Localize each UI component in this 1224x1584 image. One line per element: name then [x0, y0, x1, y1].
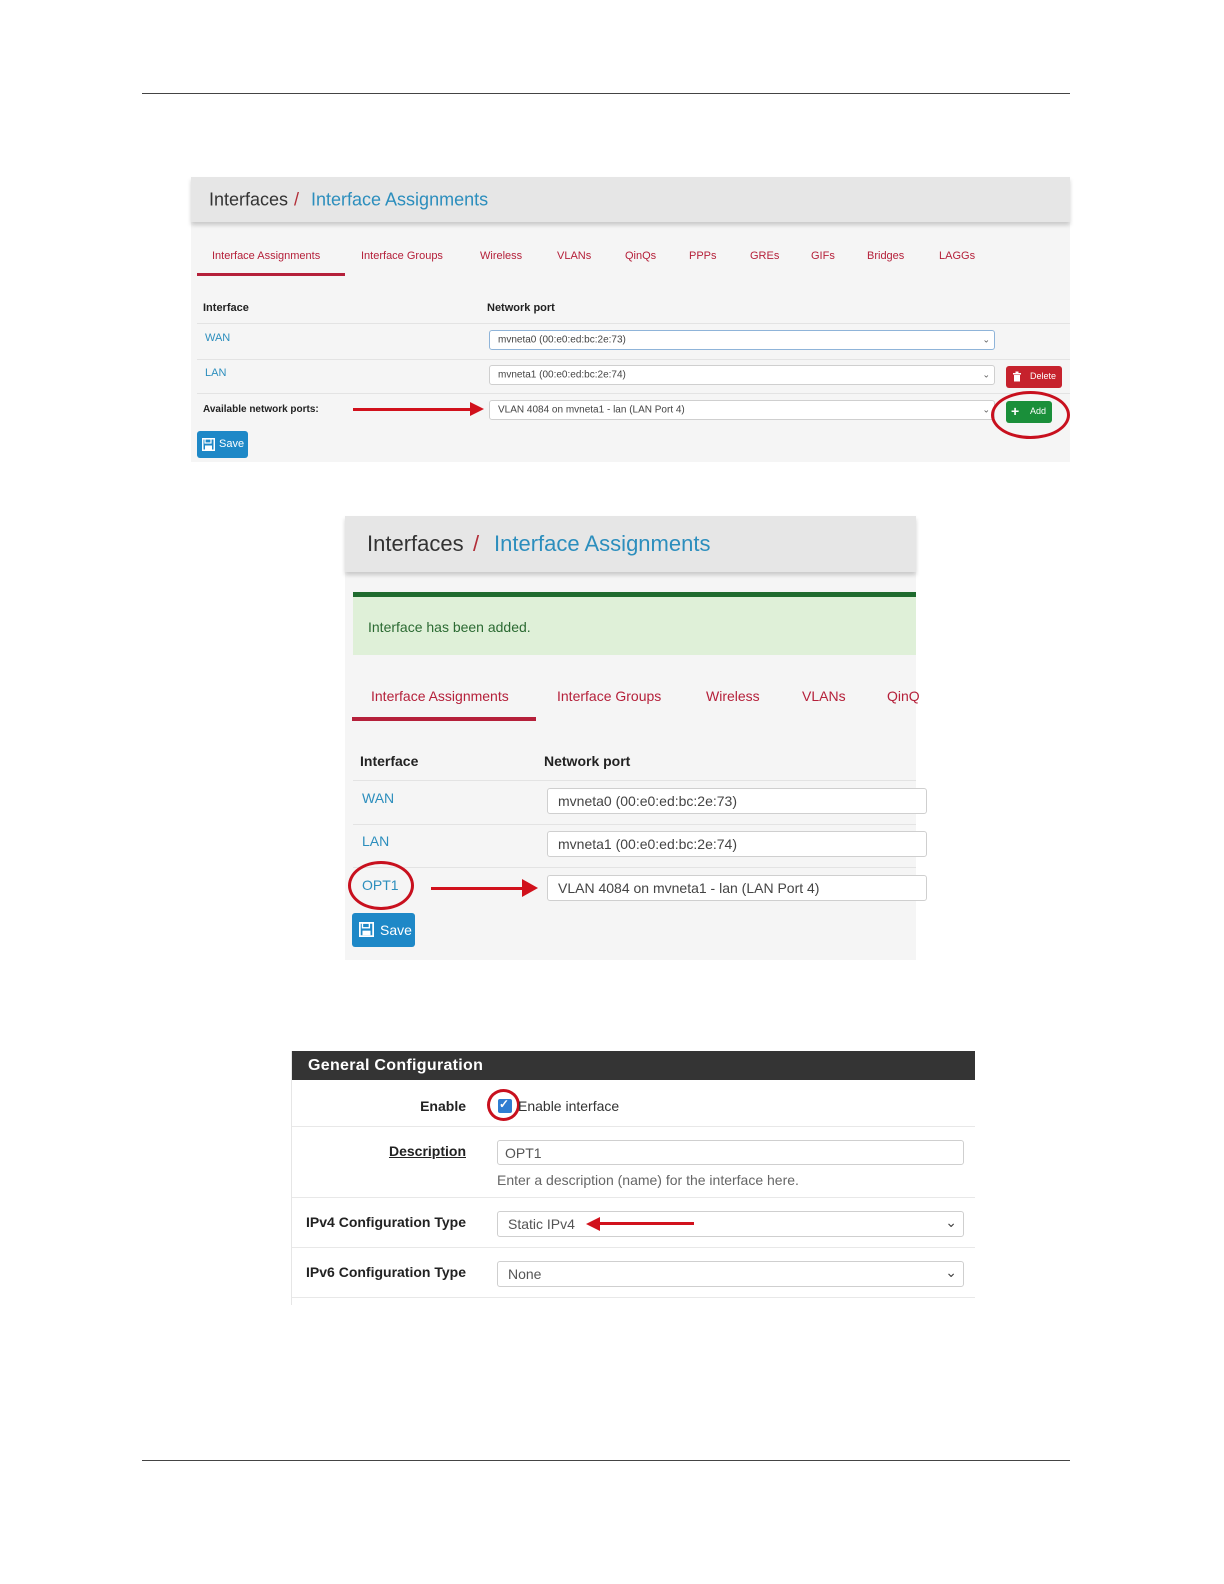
table-row-divider — [353, 867, 916, 868]
interface-link-opt1[interactable]: OPT1 — [362, 877, 399, 893]
available-network-ports-label: Available network ports: — [203, 404, 319, 415]
row-divider — [292, 1197, 975, 1198]
trash-icon — [1012, 371, 1022, 382]
table-row-divider — [197, 359, 1070, 360]
chevron-down-icon: ⌄ — [982, 404, 990, 415]
table-row-divider — [353, 824, 916, 825]
annotation-circle-enable — [487, 1089, 520, 1121]
page-header — [191, 177, 1070, 222]
enable-label: Enable — [420, 1098, 466, 1114]
screenshot-general-configuration — [291, 1051, 975, 1305]
tab-gres[interactable]: GREs — [750, 250, 780, 262]
ipv6-configuration-type-select[interactable]: None ⌄ — [497, 1261, 964, 1287]
table-row-divider — [197, 393, 1070, 394]
column-header-interface: Interface — [360, 753, 419, 769]
save-icon — [202, 438, 215, 451]
description-label: Description — [388, 1143, 466, 1159]
table-header-divider — [197, 323, 1070, 324]
column-header-network-port: Network port — [544, 753, 631, 769]
interface-link-wan[interactable]: WAN — [205, 332, 231, 344]
network-port-select-wan[interactable]: mvneta0 (00:e0:ed:bc:2e:73) — [547, 788, 927, 814]
tab-wireless[interactable]: Wireless — [706, 688, 760, 704]
network-port-select-wan[interactable]: mvneta0 (00:e0:ed:bc:2e:73) ⌄ — [489, 330, 995, 350]
tab-vlans[interactable]: VLANs — [557, 250, 592, 262]
breadcrumb-interface-assignments[interactable]: Interface Assignments — [311, 189, 489, 209]
tab-gifs[interactable]: GIFs — [811, 250, 835, 262]
ipv4-configuration-type-select[interactable]: Static IPv4 ⌄ — [497, 1211, 964, 1237]
row-divider — [292, 1247, 975, 1248]
tab-vlans[interactable]: VLANs — [802, 688, 846, 704]
tab-bridges[interactable]: Bridges — [867, 250, 905, 262]
breadcrumb-separator: / — [294, 189, 300, 209]
breadcrumb-separator: / — [473, 531, 480, 556]
interface-link-lan[interactable]: LAN — [362, 833, 390, 849]
breadcrumb-interfaces[interactable]: Interfaces — [367, 531, 464, 556]
tab-interface-groups[interactable]: Interface Groups — [557, 688, 662, 704]
available-network-port-select[interactable]: VLAN 4084 on mvneta1 - lan (LAN Port 4) ⌄ — [489, 400, 995, 420]
page-footer-rule — [142, 1460, 1070, 1461]
tab-ppps[interactable]: PPPs — [689, 250, 717, 262]
enable-checkbox-label[interactable]: Enable interface — [518, 1098, 620, 1114]
table-header-divider — [353, 780, 916, 781]
add-button[interactable]: + Add — [1006, 401, 1052, 423]
checkbox-checked-icon: ✓ — [499, 1097, 510, 1111]
network-port-select-opt1[interactable]: VLAN 4084 on mvneta1 - lan (LAN Port 4) — [547, 875, 927, 901]
interface-link-wan[interactable]: WAN — [362, 790, 395, 806]
chevron-down-icon: ⌄ — [945, 1214, 957, 1230]
network-port-select-lan[interactable]: mvneta1 (00:e0:ed:bc:2e:74) — [547, 831, 927, 857]
annotation-circle-add — [991, 391, 1070, 439]
chevron-down-icon: ⌄ — [945, 1264, 957, 1280]
tab-wireless[interactable]: Wireless — [480, 250, 523, 262]
row-divider — [292, 1297, 975, 1298]
tab-interface-groups[interactable]: Interface Groups — [361, 250, 443, 262]
chevron-down-icon: ⌄ — [982, 369, 990, 380]
active-tab-underline — [197, 273, 345, 276]
ipv4-configuration-type-label: IPv4 Configuration Type — [306, 1214, 466, 1230]
description-hint: Enter a description (name) for the interface here. — [497, 1172, 799, 1188]
active-tab-underline — [352, 717, 536, 721]
tab-qinq[interactable]: QinQ — [887, 688, 920, 704]
row-divider — [292, 1126, 975, 1127]
save-button[interactable]: Save — [197, 431, 248, 458]
breadcrumb-interface-assignments[interactable]: Interface Assignments — [494, 531, 711, 556]
chevron-down-icon: ⌄ — [982, 334, 990, 345]
plus-icon: + — [1011, 403, 1020, 419]
annotation-circle-opt1 — [348, 861, 414, 910]
tab-qinqs[interactable]: QinQs — [625, 250, 657, 262]
column-header-network-port: Network port — [487, 302, 555, 314]
column-header-interface: Interface — [203, 302, 249, 314]
screenshot-interface-assignments-before — [191, 177, 1070, 462]
section-title: General Configuration — [292, 1051, 975, 1080]
description-input[interactable]: OPT1 — [497, 1140, 964, 1165]
ipv6-configuration-type-label: IPv6 Configuration Type — [306, 1264, 466, 1280]
page-header-rule — [142, 93, 1070, 94]
tab-interface-assignments[interactable]: Interface Assignments — [212, 250, 321, 262]
tab-interface-assignments[interactable]: Interface Assignments — [371, 688, 509, 704]
breadcrumb-interfaces[interactable]: Interfaces — [209, 189, 289, 209]
success-alert: Interface has been added. — [353, 592, 916, 655]
save-icon — [359, 922, 374, 937]
save-button[interactable]: Save — [352, 913, 415, 947]
page-header — [345, 516, 916, 572]
network-port-select-lan[interactable]: mvneta1 (00:e0:ed:bc:2e:74) ⌄ — [489, 365, 995, 385]
tab-laggs[interactable]: LAGGs — [939, 250, 976, 262]
screenshot-interface-assignments-after — [345, 516, 920, 960]
delete-button[interactable]: Delete — [1006, 366, 1062, 388]
interface-link-lan[interactable]: LAN — [205, 367, 227, 379]
